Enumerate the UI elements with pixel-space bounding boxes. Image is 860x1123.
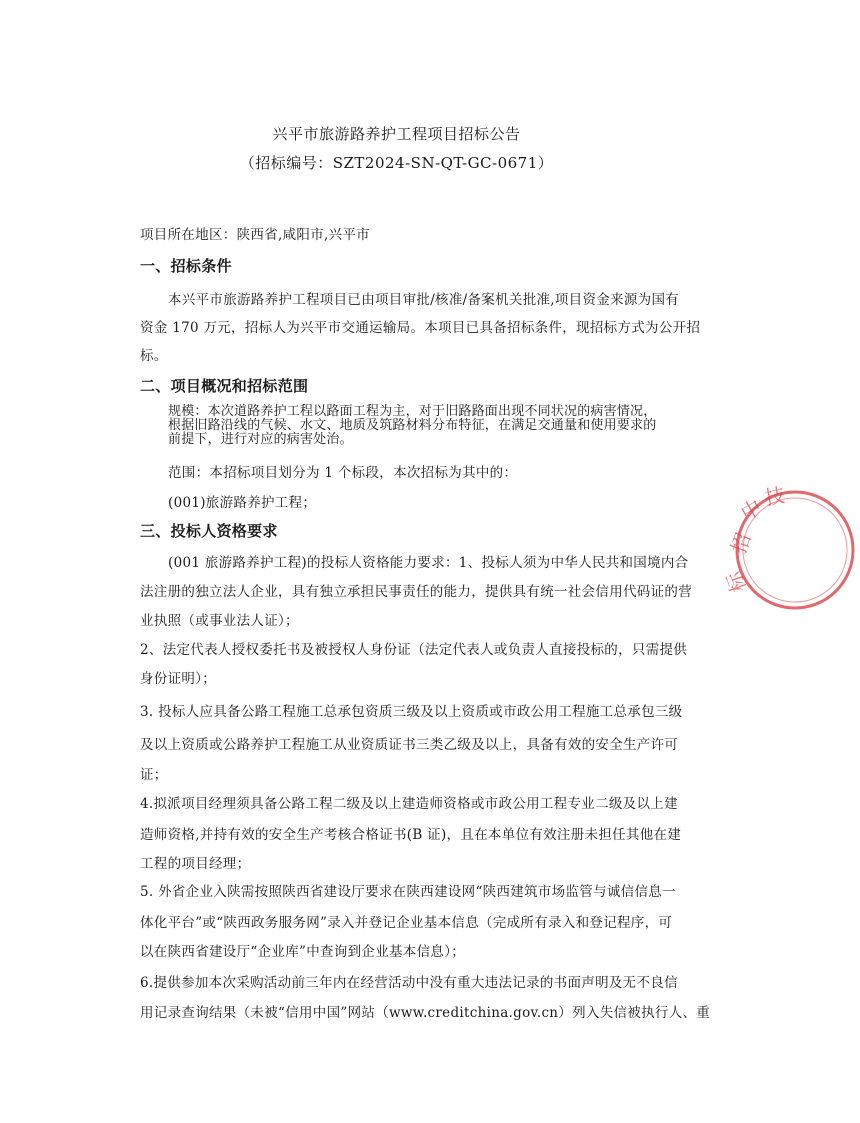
svg-text:技: 技 bbox=[762, 482, 787, 510]
section-heading-1: 一、招标条件 bbox=[140, 257, 232, 275]
section-3-line: 法注册的独立法人企业，具有独立承担民事责任的能力，提供具有统一社会信用代码证的营 bbox=[140, 584, 692, 600]
section-3-line: 用记录查询结果（未被“信用中国”网站（www.creditchina.gov.cn）列入失信被执行人、重 bbox=[140, 1005, 711, 1021]
section-3-line: 工程的项目经理； bbox=[140, 856, 251, 872]
section-3-line: 以在陕西省建设厅“企业库”中查询到企业基本信息）； bbox=[140, 944, 466, 960]
section-3-line: 3. 投标人应具备公路工程施工总承包资质三级及以上资质或市政公用工程施工总承包三级 bbox=[140, 704, 683, 720]
section-heading-3: 三、投标人资格要求 bbox=[140, 522, 278, 540]
document-title: 兴平市旅游路养护工程项目招标公告 bbox=[272, 125, 521, 143]
range-text: 范围：本招标项目划分为 1 个标段，本次招标为其中的： bbox=[168, 465, 518, 481]
scale-line: 前提下，进行对应的病害处治。 bbox=[168, 432, 353, 447]
section-3-line: (001 旅游路养护工程)的投标人资格能力要求：1、投标人须为中华人民共和国境内合 bbox=[168, 555, 689, 571]
section-3-line: 身份证明）； bbox=[140, 671, 217, 687]
section-1-line: 标。 bbox=[140, 348, 168, 364]
section-3-line: 2、法定代表人授权委托书及被授权人身份证（法定代表人或负责人直接投标的，只需提供 bbox=[140, 642, 688, 658]
section-3-line: 及以上资质或公路养护工程施工从业资质证书三类乙级及以上，具备有效的安全生产许可 bbox=[140, 737, 679, 753]
section-1-line: 资金 170 万元，招标人为兴平市交通运输局。本项目已具备招标条件，现招标方式为公开招 bbox=[140, 320, 701, 336]
section-heading-2: 二、项目概况和招标范围 bbox=[140, 377, 309, 395]
section-3-line: 5. 外省企业入陕需按照陕西省建设厅要求在陕西建设网“陕西建筑市场监管与诚信信息一 bbox=[140, 884, 676, 900]
svg-text:招: 招 bbox=[726, 529, 756, 557]
section-3-line: 造师资格,并持有效的安全生产考核合格证书(B 证)，且在本单位有效注册未担任其他在建 bbox=[140, 827, 682, 843]
section-1-line: 本兴平市旅游路养护工程项目已由项目审批/核准/备案机关批准,项目资金来源为国有 bbox=[168, 292, 680, 308]
company-seal-stamp bbox=[721, 482, 860, 615]
scale-paragraph bbox=[168, 405, 688, 447]
lot-text: (001)旅游路养护工程； bbox=[168, 495, 317, 511]
section-3-line: 4.拟派项目经理须具备公路工程二级及以上建造师资格或市政公用工程专业二级及以上建 bbox=[140, 796, 678, 812]
section-3-line: 证； bbox=[140, 767, 168, 783]
svg-text:标: 标 bbox=[721, 568, 751, 596]
tender-code: （招标编号：SZT2024-SN-QT-GC-0671） bbox=[239, 154, 554, 172]
scale-line: 根据旧路沿线的气候、水文、地质及筑路材料分布特征，在满足交通量和使用要求的 bbox=[168, 418, 657, 433]
svg-text:中: 中 bbox=[736, 494, 766, 526]
section-3-line: 体化平台”或“陕西政务服务网”录入并登记企业基本信息（完成所有录入和登记程序，可 bbox=[140, 915, 673, 931]
section-3-line: 业执照（或事业法人证）； bbox=[140, 613, 299, 629]
project-region: 项目所在地区：陕西省,咸阳市,兴平市 bbox=[140, 227, 370, 243]
section-3-line: 6.提供参加本次采购活动前三年内在经营活动中没有重大违法记录的书面声明及无不良信 bbox=[140, 975, 678, 991]
scale-line: 规模：本次道路养护工程以路面工程为主，对于旧路路面出现不同状况的病害情况， bbox=[168, 404, 657, 419]
